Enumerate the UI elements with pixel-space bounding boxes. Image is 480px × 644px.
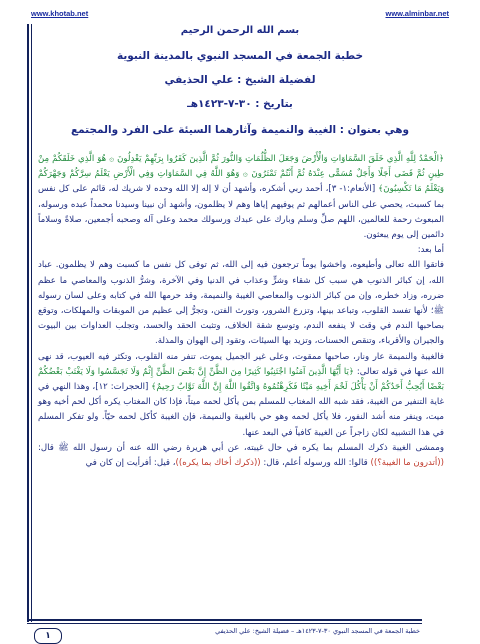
hadith-quote-answer: ((ذكرك أخاك بما يكره)) [175, 458, 261, 469]
opening-paragraph [38, 152, 444, 243]
frame-bottom-border-inner [27, 623, 422, 624]
frame-left-border-inner [31, 24, 32, 622]
khutbah-date: بتاريخ : ٣٠-٧-١٤٢٣هـ [187, 98, 293, 110]
ghiba-explanation-text: [الحجرات: ١٢]، وهذا النهي في غاية التنفير من الغيبة، فقد شبه الله المغتاب للمسلم بمن يأكل لحمه ميتاً، فإذا كان المغتاب يكره أكل لحم أخيه وهو ميت، وينفر منه أشد النفور، فلا يأكل لحمه وهو حي بالغيبة والنميمة، فإن الغيبة كأكل لحمه حيّاً. ولو تفكر المسلم في هذا التشبيه لكان زاجراً عن الغيبة كافياً في البعد عنها. [38, 382, 444, 438]
quran-verse-anam: ﴿الْحَمْدُ لِلَّهِ الَّذِي خَلَقَ السَّمَاوَاتِ وَالْأَرْضَ وَجَعَلَ الظُّلُمَاتِ وَالنُّورَ ثُمَّ الَّذِينَ كَفَرُوا بِرَبِّهِمْ يَعْدِلُونَ ۞ هُوَ الَّذِي خَلَقَكُمْ مِنْ طِينٍ ثُمَّ قَضَى أَجَلًا وَأَجَلٌ مُسَمًّى عِنْدَهُ ثُمَّ أَنْتُمْ تَمْتَرُونَ ۞ وَهُوَ اللَّهُ فِي السَّمَاوَاتِ وَفِي الْأَرْضِ يَعْلَمُ سِرَّكُمْ وَجَهْرَكُمْ وَيَعْلَمُ مَا تَكْسِبُونَ﴾ [38, 154, 445, 195]
khutbah-topic: وهي بعنوان : الغيبة والنميمة وآثارهما السيئة على الفرد والمجتمع [70, 124, 410, 136]
hadith-continuation: ، قيل: أفرأيت إن كان في [85, 458, 176, 469]
frame-bottom-border [27, 619, 422, 621]
amma-baad: أما بعد: [417, 245, 444, 256]
sheikh-name: لفضيلة الشيخ : علي الحذيفي [164, 74, 316, 86]
page-number: ١ [34, 628, 62, 644]
khutbah-title: خطبة الجمعة في المسجد النبوي بالمدينة النبوية [116, 50, 364, 62]
paragraph-taqwa: فاتقوا الله تعالى وأطيعوه، واخشوا يوماً ترجعون فيه إلى الله، ثم توفى كل نفس ما كسبت وهم لا يظلمون. عباد الله، إن كبائر الذنوب هي سبب كل شقاء وشرٍّ وعذاب في الدنيا وفي الآخرة، وشرُّ الذنوب والمعاصي ما عظم ضرره، وزاد خطره، وإن من كبائر الذنوب والمعاصي الغيبة والنميمة، وقد حرمها الله في كتابه وعلى لسان رسوله ﷺ؛ لأنها تفسد القلوب، وتباعد بينها، وتزرع الشرور، وتورث الفتن، وتجرُّ إلى عظيم من الموبقات والمهلكات، وتوقع بصاحبها الندم في وقت لا ينفعه الندم، وتوسع شقة الخلاف، وتثبت الحقد والحسد، وتجلب العداوات بين البيوت والجيران والأقرباء، وتنقص الحسنات، وتزيد بها السيئات، وتقود إلى الهوان والمذلة. [38, 260, 444, 347]
footer-caption: خطبة الجمعة في المسجد النبوي ٣٠-٧-١٤٢٣هـ – فضيلة الشيخ: علي الحذيفي [215, 627, 420, 635]
paragraph-ghiba [38, 350, 444, 441]
opening-praise-text: أحمد ربي أشكره، وأشهد أن لا إله إلا الله وحده لا شريك له، قائم على كل نفس بما كسبت، يحصي على الناس أعمالهم ثم يوفيهم إياها وهم لا يظلمون، وأشهد أن نبينا وسيدنا محمداً عبده ورسوله، المبعوث رحمة للعالمين، اللهم صلِّ وسلم وبارك على عبدك ورسولك محمد وعلى آله وصحبه أجمعين، صلاةً وسلاماً دائمين إلى يوم يبعثون. [38, 184, 444, 241]
basmala: بسم الله الرحمن الرحيم [180, 25, 300, 36]
khotab-link[interactable]: www.khotab.net [31, 9, 89, 18]
alminbar-link[interactable]: www.alminbar.net [385, 9, 449, 18]
frame-left-border [27, 24, 29, 622]
paragraph-hadith [38, 441, 444, 471]
hadith-companions-reply: قالوا: الله ورسوله أعلم، قال: [260, 458, 371, 469]
hadith-quote-question: ((أتدرون ما الغيبة؟)) [370, 458, 444, 469]
verse-reference-anam: [الأنعام:١- ٣]، [325, 184, 376, 195]
ghiba-intro-text: فالغيبة والنميمة عار ونار، صاحبها ممقوت، وعلى غير الجميل يموت، تنفر منه القلوب، وتكثر فيه العيوب، قد نهى الله عنها في قوله تعالى: [38, 351, 444, 377]
hadith-intro-text: وممشى الغيبة ذكرك المسلم بما يكره في حال غيبته، عن أبي هريرة رضي الله عنه أن رسول الله ﷺ قال: [38, 442, 444, 453]
quran-verse-hujurat: ﴿يَا أَيُّهَا الَّذِينَ آمَنُوا اجْتَنِبُوا كَثِيرًا مِنَ الظَّنِّ إِنَّ بَعْضَ الظَّنِّ إِثْمٌ وَلَا تَجَسَّسُوا وَلَا يَغْتَبْ بَعْضُكُمْ بَعْضًا أَيُحِبُّ أَحَدُكُمْ أَنْ يَأْكُلَ لَحْمَ أَخِيهِ مَيْتًا فَكَرِهْتُمُوهُ وَاتَّقُوا اللَّهَ إِنَّ اللَّهَ تَوَّابٌ رَحِيمٌ﴾ [38, 366, 444, 393]
khutbah-body [38, 152, 444, 471]
